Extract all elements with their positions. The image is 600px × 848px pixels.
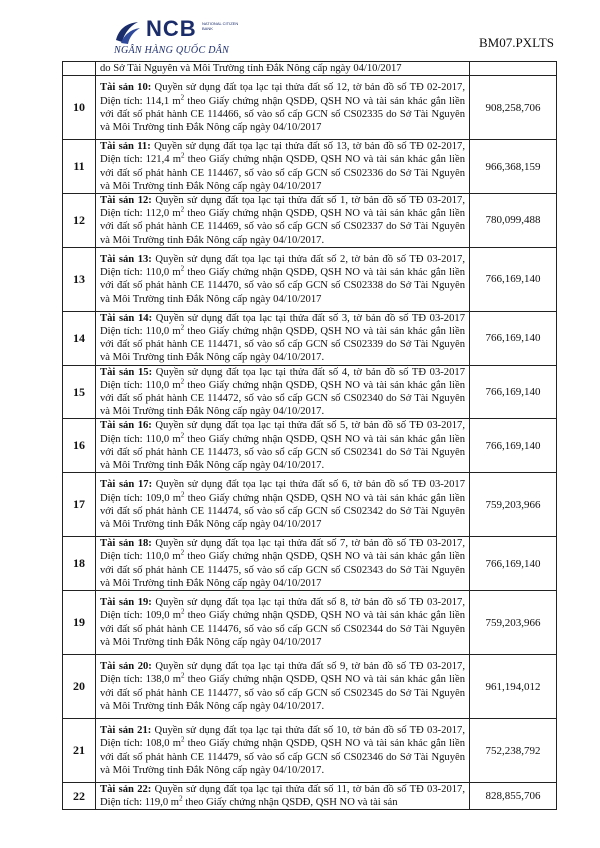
page-header bbox=[0, 0, 600, 62]
asset-description bbox=[96, 719, 470, 783]
asset-text-continued: theo Giấy chứng nhận QSDĐ, QSH NO và tài sản khác gắn liền với đất số phát hành CE 114469, số vào sổ cấp GCN số CS02337 do Sở Tài Nguyên và Môi Trường tỉnh Đắk Nông cấp ngày 04/10/2017. bbox=[100, 208, 465, 246]
asset-value: 766,169,140 bbox=[470, 419, 557, 473]
asset-number: 12 bbox=[63, 194, 96, 248]
asset-text: Quyền sử dụng đất tọa lạc tại thửa đất số 7, tờ bản đồ số TĐ 03-2017, Diện tích: 110,0 m bbox=[100, 538, 465, 563]
asset-row bbox=[63, 194, 557, 248]
asset-row bbox=[63, 76, 557, 140]
asset-text: Quyền sử dụng đất tọa lạc tại thửa đất số 6, tờ bản đồ số TĐ 03-2017 Diện tích: 109,0 m bbox=[100, 479, 465, 504]
asset-description bbox=[96, 140, 470, 194]
asset-description bbox=[96, 311, 470, 365]
asset-text: Quyền sử dụng đất tọa lạc tại thửa đất số 9, tờ bản đồ số TĐ 03-2017, Diện tích: 138,0 m bbox=[100, 661, 465, 686]
asset-text-continued: theo Giấy chứng nhận QSDĐ, QSH NO và tài sản khác gắn liền với đất số phát hành CE 114475, số vào sổ cấp GCN số CS02343 do Sở Tài Nguyên và Môi Trường tỉnh Đắk Nông cấp ngày 04/10/2017 bbox=[100, 551, 465, 589]
asset-table bbox=[62, 61, 557, 810]
asset-label: Tài sản 15: bbox=[100, 366, 153, 378]
asset-value: 766,169,140 bbox=[470, 537, 557, 591]
asset-value: 961,194,012 bbox=[470, 655, 557, 719]
asset-value: 780,099,488 bbox=[470, 194, 557, 248]
asset-text-continued: theo Giấy chứng nhận QSDĐ, QSH NO và tài sản khác gắn liền với đất số phát hành CE 114470, số vào sổ cấp GCN số CS02338 do Sở Tài Nguyên và Môi Trường tỉnh Đắk Nông cấp ngày 04/10/2017 bbox=[100, 267, 465, 305]
asset-description bbox=[96, 419, 470, 473]
asset-label: Tài sản 19: bbox=[100, 597, 152, 609]
asset-row bbox=[63, 62, 557, 76]
ncb-logo bbox=[112, 18, 272, 58]
asset-text-continued: theo Giấy chứng nhận QSDĐ, QSH NO và tài sản khác gắn liền với đất số phát hành CE 114474, số vào sổ cấp GCN số CS02342 do Sở Tài Nguyên và Môi Trường tỉnh Đắk Nông cấp ngày 04/10/2017 bbox=[100, 492, 466, 530]
asset-text: Quyền sử dụng đất tọa lạc tại thửa đất số 5, tờ bản đồ số TĐ 03-2017, Diện tích: 110,0 m bbox=[100, 420, 465, 445]
asset-text: Quyền sử dụng đất tọa lạc tại thửa đất số 13, tờ bản đồ số TĐ 02-2017, Diện tích: 121,4 m bbox=[100, 141, 466, 166]
asset-label: Tài sản 16: bbox=[100, 420, 152, 432]
asset-row bbox=[63, 419, 557, 473]
document-code: BM07.PXLTS bbox=[478, 35, 554, 50]
asset-row bbox=[63, 783, 557, 810]
area-unit-exponent: 2 bbox=[180, 490, 185, 499]
asset-label: Tài sản 21: bbox=[100, 725, 152, 737]
asset-value: 828,855,706 bbox=[470, 783, 557, 810]
asset-text: Quyền sử dụng đất tọa lạc tại thửa đất số 11, tờ bản đồ số TĐ 03-2017, Diện tích: 119,0 m bbox=[100, 784, 465, 809]
area-unit-exponent: 2 bbox=[180, 151, 185, 160]
area-unit-exponent: 2 bbox=[179, 794, 183, 803]
area-unit-exponent: 2 bbox=[180, 92, 185, 101]
asset-number: 16 bbox=[63, 419, 96, 473]
asset-label: Tài sản 20: bbox=[100, 661, 152, 673]
area-unit-exponent: 2 bbox=[180, 377, 185, 386]
asset-number: 13 bbox=[63, 247, 96, 311]
area-unit-exponent: 2 bbox=[180, 735, 185, 744]
asset-value: 766,169,140 bbox=[470, 311, 557, 365]
asset-text-continued: theo Giấy chứng nhận QSDĐ, QSH NO và tài sản khác gắn liền với đất số phát hành CE 114467, số vào sổ cấp GCN số CS02336 do Sở Tài Nguyên và Môi Trường tỉnh Đắk Nông cấp ngày 04/10/2017 bbox=[100, 154, 466, 192]
logo-subtitle: NATIONAL CITIZEN BANK bbox=[202, 21, 239, 31]
asset-text-continued: theo Giấy chứng nhận QSDĐ, QSH NO và tài sản khác gắn liền với đất số phát hành CE 114466, số vào sổ cấp GCN số CS02335 do Sở Tài Nguyên và Môi Trường tỉnh Đắk Nông cấp ngày 04/10/2017 bbox=[100, 95, 465, 133]
asset-row bbox=[63, 140, 557, 194]
asset-text-continued: theo Giấy chứng nhận QSDĐ, QSH NO và tài sản khác gắn liền với đất số phát hành CE 114477, số vào sổ cấp GCN số CS02345 do Sở Tài Nguyên và Môi Trường tỉnh Đắk Nông cấp ngày 04/10/2017. bbox=[100, 674, 466, 712]
logo-tagline: NGÂN HÀNG QUỐC DÂN bbox=[114, 45, 230, 56]
asset-label: Tài sản 14: bbox=[100, 312, 153, 324]
asset-value: 966,368,159 bbox=[470, 140, 557, 194]
asset-value: 759,203,966 bbox=[470, 591, 557, 655]
asset-value: 908,258,706 bbox=[470, 76, 557, 140]
asset-table-body bbox=[63, 62, 557, 810]
asset-description bbox=[96, 473, 470, 537]
asset-row bbox=[63, 365, 557, 419]
asset-text: Quyền sử dụng đất tọa lạc tại thửa đất số 2, tờ bản đồ số TĐ 03-2017, Diện tích: 110,0 m bbox=[100, 253, 465, 279]
asset-number: 20 bbox=[63, 655, 96, 719]
asset-value: 759,203,966 bbox=[470, 473, 557, 537]
asset-label: Tài sản 17: bbox=[100, 479, 153, 491]
asset-label: Tài sản 11: bbox=[100, 141, 151, 153]
asset-number: 19 bbox=[63, 591, 96, 655]
area-unit-exponent: 2 bbox=[180, 548, 185, 557]
asset-description bbox=[96, 783, 470, 810]
asset-text: Quyền sử dụng đất tọa lạc tại thửa đất số 12, tờ bản đồ số TĐ 02-2017, Diện tích: 114,1 m bbox=[100, 82, 465, 107]
asset-row bbox=[63, 719, 557, 783]
asset-text-continued: theo Giấy chứng nhận QSDĐ, QSH NO và tài sản khác gắn liền với đất số phát hành CE 114473, số vào sổ cấp GCN số CS02341 do Sở Tài Nguyên và Môi Trường tỉnh Đắk Nông cấp ngày 04/10/2017. bbox=[100, 433, 465, 472]
area-unit-exponent: 2 bbox=[180, 323, 185, 332]
asset-number: 22 bbox=[63, 783, 96, 810]
asset-number: 10 bbox=[63, 76, 96, 140]
asset-label: Tài sản 18: bbox=[100, 538, 152, 550]
asset-description bbox=[96, 365, 470, 419]
asset-number: 14 bbox=[63, 311, 96, 365]
asset-text: Quyền sử dụng đất tọa lạc tại thửa đất số 10, tờ bản đồ số TĐ 03-2017, Diện tích: 108,0 m bbox=[100, 725, 465, 750]
asset-row bbox=[63, 311, 557, 365]
asset-label: Tài sản 22: bbox=[100, 784, 152, 796]
asset-text-continued: theo Giấy chứng nhận QSDĐ, QSH NO và tài sản bbox=[182, 797, 398, 809]
logo-name: NCB bbox=[146, 16, 197, 41]
asset-description bbox=[96, 62, 470, 76]
asset-description bbox=[96, 655, 470, 719]
area-unit-exponent: 2 bbox=[180, 205, 185, 214]
asset-number: 17 bbox=[63, 473, 96, 537]
asset-description bbox=[96, 247, 470, 311]
asset-text: Quyền sử dụng đất tọa lạc tại thửa đất số 4, tờ bản đồ số TĐ 03-2017 Diện tích: 110,0 m bbox=[100, 366, 465, 391]
asset-number bbox=[63, 62, 96, 76]
asset-value: 752,238,792 bbox=[470, 719, 557, 783]
asset-number: 11 bbox=[63, 140, 96, 194]
asset-description bbox=[96, 76, 470, 140]
asset-value: 766,169,140 bbox=[470, 247, 557, 311]
asset-label: Tài sản 10: bbox=[100, 82, 152, 94]
area-unit-exponent: 2 bbox=[180, 607, 185, 616]
asset-text-continued: theo Giấy chứng nhận QSDĐ, QSH NO và tài sản khác gắn liền với đất số phát hành CE 114472, số vào sổ cấp GCN số CS02340 do Sở Tài Nguyên và Môi Trường tỉnh Đắk Nông cấp ngày 04/10/2017. bbox=[100, 379, 465, 418]
area-unit-exponent: 2 bbox=[180, 264, 185, 273]
asset-row bbox=[63, 473, 557, 537]
asset-number: 18 bbox=[63, 537, 96, 591]
asset-number: 15 bbox=[63, 365, 96, 419]
asset-text: Quyền sử dụng đất tọa lạc tại thửa đất số 3, tờ bản đồ số TĐ 03-2017 Diện tích: 110,0 m bbox=[100, 312, 465, 338]
asset-description bbox=[96, 194, 470, 248]
asset-row bbox=[63, 591, 557, 655]
area-unit-exponent: 2 bbox=[180, 671, 185, 680]
asset-text: do Sở Tài Nguyên và Môi Trường tỉnh Đắk Nông cấp ngày 04/10/2017 bbox=[100, 63, 402, 74]
asset-label: Tài sản 12: bbox=[100, 195, 152, 207]
asset-value: 766,169,140 bbox=[470, 365, 557, 419]
area-unit-exponent: 2 bbox=[180, 431, 185, 440]
asset-text-continued: theo Giấy chứng nhận QSDĐ, QSH NO và tài sản khác gắn liền với đất số phát hành CE 114479, số vào sổ cấp GCN số CS02346 do Sở Tài Nguyên và Môi Trường tỉnh Đắk Nông cấp ngày 04/10/2017. bbox=[100, 738, 466, 776]
asset-description bbox=[96, 537, 470, 591]
asset-label: Tài sản 13: bbox=[100, 253, 152, 265]
asset-text: Quyền sử dụng đất tọa lạc tại thửa đất số 1, tờ bản đồ số TĐ 03-2017, Diện tích: 112,0 m bbox=[100, 195, 465, 220]
asset-row bbox=[63, 247, 557, 311]
asset-description bbox=[96, 591, 470, 655]
asset-number: 21 bbox=[63, 719, 96, 783]
asset-row bbox=[63, 537, 557, 591]
asset-row bbox=[63, 655, 557, 719]
ncb-logo-icon bbox=[112, 18, 142, 48]
asset-text-continued: theo Giấy chứng nhận QSDĐ, QSH NO và tài sản khác gắn liền với đất số phát hành CE 114476, số vào sổ cấp GCN số CS02344 do Sở Tài Nguyên và Môi Trường tỉnh Đắk Nông cấp ngày 04/10/2017 bbox=[100, 610, 466, 648]
asset-text-continued: theo Giấy chứng nhận QSDĐ, QSH NO và tài sản khác gắn liền với đất số phát hành CE 114471, số vào sổ cấp GCN số CS02339 do Sở Tài Nguyên và Môi Trường tỉnh Đắk Nông cấp ngày 04/10/2017. bbox=[100, 326, 465, 364]
asset-text: Quyền sử dụng đất tọa lạc tại thửa đất số 8, tờ bản đồ số TĐ 03-2017, Diện tích: 109,0 m bbox=[100, 597, 465, 622]
asset-value bbox=[470, 62, 557, 76]
